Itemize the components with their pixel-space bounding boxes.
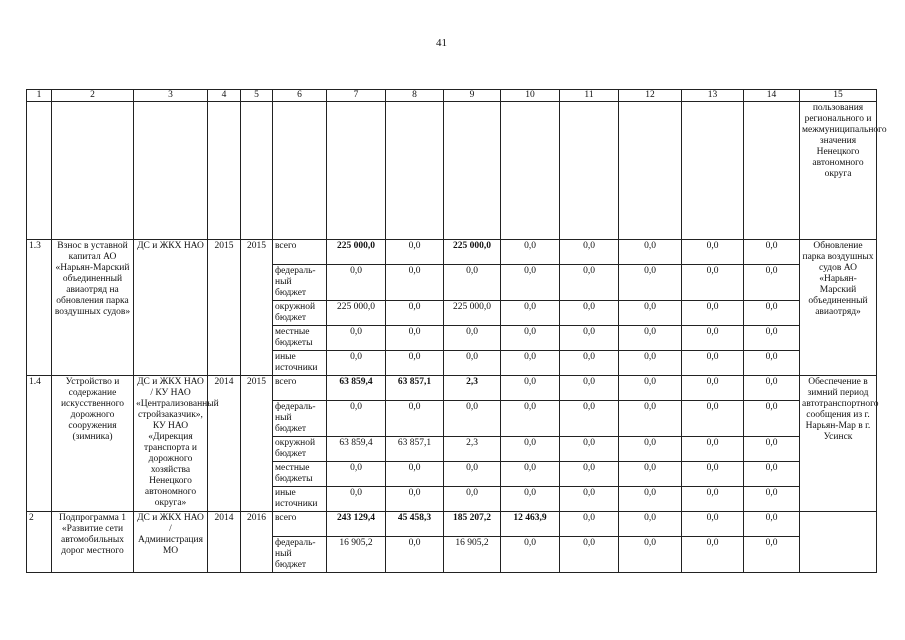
amount-cell: 0,0 [386, 240, 444, 265]
amount-cell: 0,0 [560, 537, 619, 573]
amount-cell: 0,0 [682, 437, 744, 462]
col-header: 2 [52, 90, 134, 102]
amount-cell: 0,0 [560, 376, 619, 401]
amount-cell: 0,0 [682, 537, 744, 573]
result-cell: пользования регионального и межмуниципального значения Ненецкого автономного округа [800, 102, 877, 240]
amount-cell: 0,0 [744, 512, 800, 537]
funding-source: всего [273, 376, 327, 401]
amount-cell: 63 857,1 [386, 437, 444, 462]
amount-cell: 0,0 [619, 326, 682, 351]
amount-cell: 0,0 [444, 401, 501, 437]
col-header: 7 [327, 90, 386, 102]
amount-cell: 0,0 [619, 401, 682, 437]
amount-cell: 0,0 [560, 437, 619, 462]
amount-cell: 0,0 [327, 265, 386, 301]
amount-cell: 0,0 [619, 240, 682, 265]
table-row [27, 240, 877, 265]
amount-cell: 0,0 [327, 326, 386, 351]
amount-cell: 0,0 [327, 487, 386, 512]
col-header: 1 [27, 90, 52, 102]
amount-cell: 0,0 [444, 487, 501, 512]
amount-cell: 0,0 [744, 265, 800, 301]
col-header: 5 [241, 90, 273, 102]
amount-cell: 0,0 [444, 462, 501, 487]
item-number: 1.3 [27, 240, 52, 376]
start-year: 2015 [208, 240, 241, 376]
col-header: 13 [682, 90, 744, 102]
amount-cell: 0,0 [501, 351, 560, 376]
amount-cell: 0,0 [560, 301, 619, 326]
table-body [27, 90, 887, 573]
amount-cell: 185 207,2 [444, 512, 501, 537]
amount-cell: 0,0 [386, 351, 444, 376]
amount-cell: 0,0 [619, 376, 682, 401]
col-header: 10 [501, 90, 560, 102]
amount-cell: 225 000,0 [444, 301, 501, 326]
amount-cell: 0,0 [386, 487, 444, 512]
amount-cell: 63 859,4 [327, 437, 386, 462]
amount-cell: 0,0 [682, 351, 744, 376]
amount-cell: 0,0 [444, 326, 501, 351]
funding-source: окружной бюджет [273, 437, 327, 462]
amount-cell: 243 129,4 [327, 512, 386, 537]
result-cell: Обеспечение в зимний период автотранспортного сообщения из г. Нарьян-Мар в г. Усинск [800, 376, 877, 512]
amount-cell: 0,0 [682, 487, 744, 512]
end-year: 2015 [241, 240, 273, 376]
amount-cell: 16 905,2 [444, 537, 501, 573]
start-year: 2014 [208, 376, 241, 512]
result-cell [800, 512, 877, 573]
amount-cell: 0,0 [682, 265, 744, 301]
amount-cell: 0,0 [501, 462, 560, 487]
amount-cell: 0,0 [560, 512, 619, 537]
program-table [26, 89, 887, 573]
funding-source: местные бюджеты [273, 326, 327, 351]
table-row [27, 512, 877, 537]
amount-cell: 0,0 [744, 437, 800, 462]
table-row [27, 376, 877, 401]
amount-cell: 0,0 [682, 376, 744, 401]
amount-cell: 0,0 [682, 462, 744, 487]
amount-cell: 0,0 [501, 487, 560, 512]
amount-cell: 63 857,1 [386, 376, 444, 401]
amount-cell: 0,0 [386, 401, 444, 437]
amount-cell: 0,0 [501, 265, 560, 301]
amount-cell: 0,0 [501, 401, 560, 437]
amount-cell: 0,0 [744, 401, 800, 437]
amount-cell: 0,0 [619, 487, 682, 512]
funding-source: федераль-ный бюджет [273, 265, 327, 301]
funding-source: всего [273, 240, 327, 265]
amount-cell: 45 458,3 [386, 512, 444, 537]
col-header: 8 [386, 90, 444, 102]
column-number-row [27, 90, 877, 102]
col-header: 15 [800, 90, 877, 102]
amount-cell: 0,0 [744, 487, 800, 512]
amount-cell: 0,0 [560, 326, 619, 351]
amount-cell: 0,0 [386, 326, 444, 351]
amount-cell: 0,0 [744, 351, 800, 376]
page-number: 41 [436, 37, 447, 49]
item-number: 1.4 [27, 376, 52, 512]
col-header: 14 [744, 90, 800, 102]
amount-cell: 0,0 [327, 401, 386, 437]
executor: ДС и ЖКХ НАО / КУ НАО «Централизованный стройзаказчик», КУ НАО «Дирекция транспорта и дорожного хозяйства Ненецкого автономного округа» [134, 376, 208, 512]
amount-cell: 0,0 [501, 437, 560, 462]
amount-cell: 0,0 [501, 240, 560, 265]
col-header: 11 [560, 90, 619, 102]
amount-cell: 0,0 [619, 301, 682, 326]
item-number: 2 [27, 512, 52, 573]
amount-cell: 2,3 [444, 437, 501, 462]
amount-cell: 0,0 [682, 240, 744, 265]
col-header: 3 [134, 90, 208, 102]
amount-cell: 225 000,0 [327, 240, 386, 265]
amount-cell: 0,0 [619, 265, 682, 301]
amount-cell: 0,0 [744, 326, 800, 351]
amount-cell: 0,0 [619, 537, 682, 573]
amount-cell: 0,0 [560, 351, 619, 376]
amount-cell: 0,0 [444, 265, 501, 301]
executor: ДС и ЖКХ НАО / Администрация МО [134, 512, 208, 573]
item-name: Взнос в уставной капитал АО «Нарьян-Марский объединенный авиаотряд на обновления парка воздушных судов» [52, 240, 134, 376]
funding-source: иные источники [273, 351, 327, 376]
col-header: 4 [208, 90, 241, 102]
amount-cell: 16 905,2 [327, 537, 386, 573]
amount-cell: 0,0 [682, 512, 744, 537]
amount-cell: 0,0 [501, 326, 560, 351]
amount-cell: 0,0 [744, 301, 800, 326]
amount-cell: 0,0 [327, 462, 386, 487]
amount-cell: 0,0 [619, 351, 682, 376]
amount-cell: 0,0 [619, 462, 682, 487]
amount-cell: 0,0 [386, 301, 444, 326]
amount-cell: 63 859,4 [327, 376, 386, 401]
end-year: 2016 [241, 512, 273, 573]
amount-cell: 2,3 [444, 376, 501, 401]
amount-cell: 0,0 [444, 351, 501, 376]
amount-cell: 0,0 [327, 351, 386, 376]
amount-cell: 0,0 [560, 401, 619, 437]
item-name: Подпрограмма 1 «Развитие сети автомобильных дорог местного [52, 512, 134, 573]
amount-cell: 0,0 [501, 537, 560, 573]
amount-cell: 0,0 [560, 265, 619, 301]
amount-cell: 0,0 [744, 462, 800, 487]
amount-cell: 0,0 [560, 462, 619, 487]
amount-cell: 0,0 [560, 240, 619, 265]
funding-source: местные бюджеты [273, 462, 327, 487]
col-header: 9 [444, 90, 501, 102]
col-header: 6 [273, 90, 327, 102]
amount-cell: 12 463,9 [501, 512, 560, 537]
amount-cell: 225 000,0 [327, 301, 386, 326]
amount-cell: 0,0 [501, 376, 560, 401]
amount-cell: 0,0 [560, 487, 619, 512]
funding-source: федераль-ный бюджет [273, 537, 327, 573]
amount-cell: 0,0 [682, 326, 744, 351]
amount-cell: 0,0 [501, 301, 560, 326]
end-year: 2015 [241, 376, 273, 512]
amount-cell: 0,0 [682, 301, 744, 326]
result-cell: Обновление парка воздушных судов АО «Нарьян-Марский объединенный авиаотряд» [800, 240, 877, 376]
funding-source: всего [273, 512, 327, 537]
start-year: 2014 [208, 512, 241, 573]
amount-cell: 0,0 [386, 265, 444, 301]
amount-cell: 225 000,0 [444, 240, 501, 265]
amount-cell: 0,0 [386, 537, 444, 573]
amount-cell: 0,0 [744, 537, 800, 573]
col-header: 12 [619, 90, 682, 102]
funding-source: федераль-ный бюджет [273, 401, 327, 437]
funding-source: иные источники [273, 487, 327, 512]
continuation-row [27, 102, 877, 240]
amount-cell: 0,0 [619, 437, 682, 462]
amount-cell: 0,0 [619, 512, 682, 537]
executor: ДС и ЖКХ НАО [134, 240, 208, 376]
amount-cell: 0,0 [744, 240, 800, 265]
item-name: Устройство и содержание искусственного дорожного сооружения (зимника) [52, 376, 134, 512]
amount-cell: 0,0 [682, 401, 744, 437]
amount-cell: 0,0 [386, 462, 444, 487]
amount-cell: 0,0 [744, 376, 800, 401]
funding-source: окружной бюджет [273, 301, 327, 326]
